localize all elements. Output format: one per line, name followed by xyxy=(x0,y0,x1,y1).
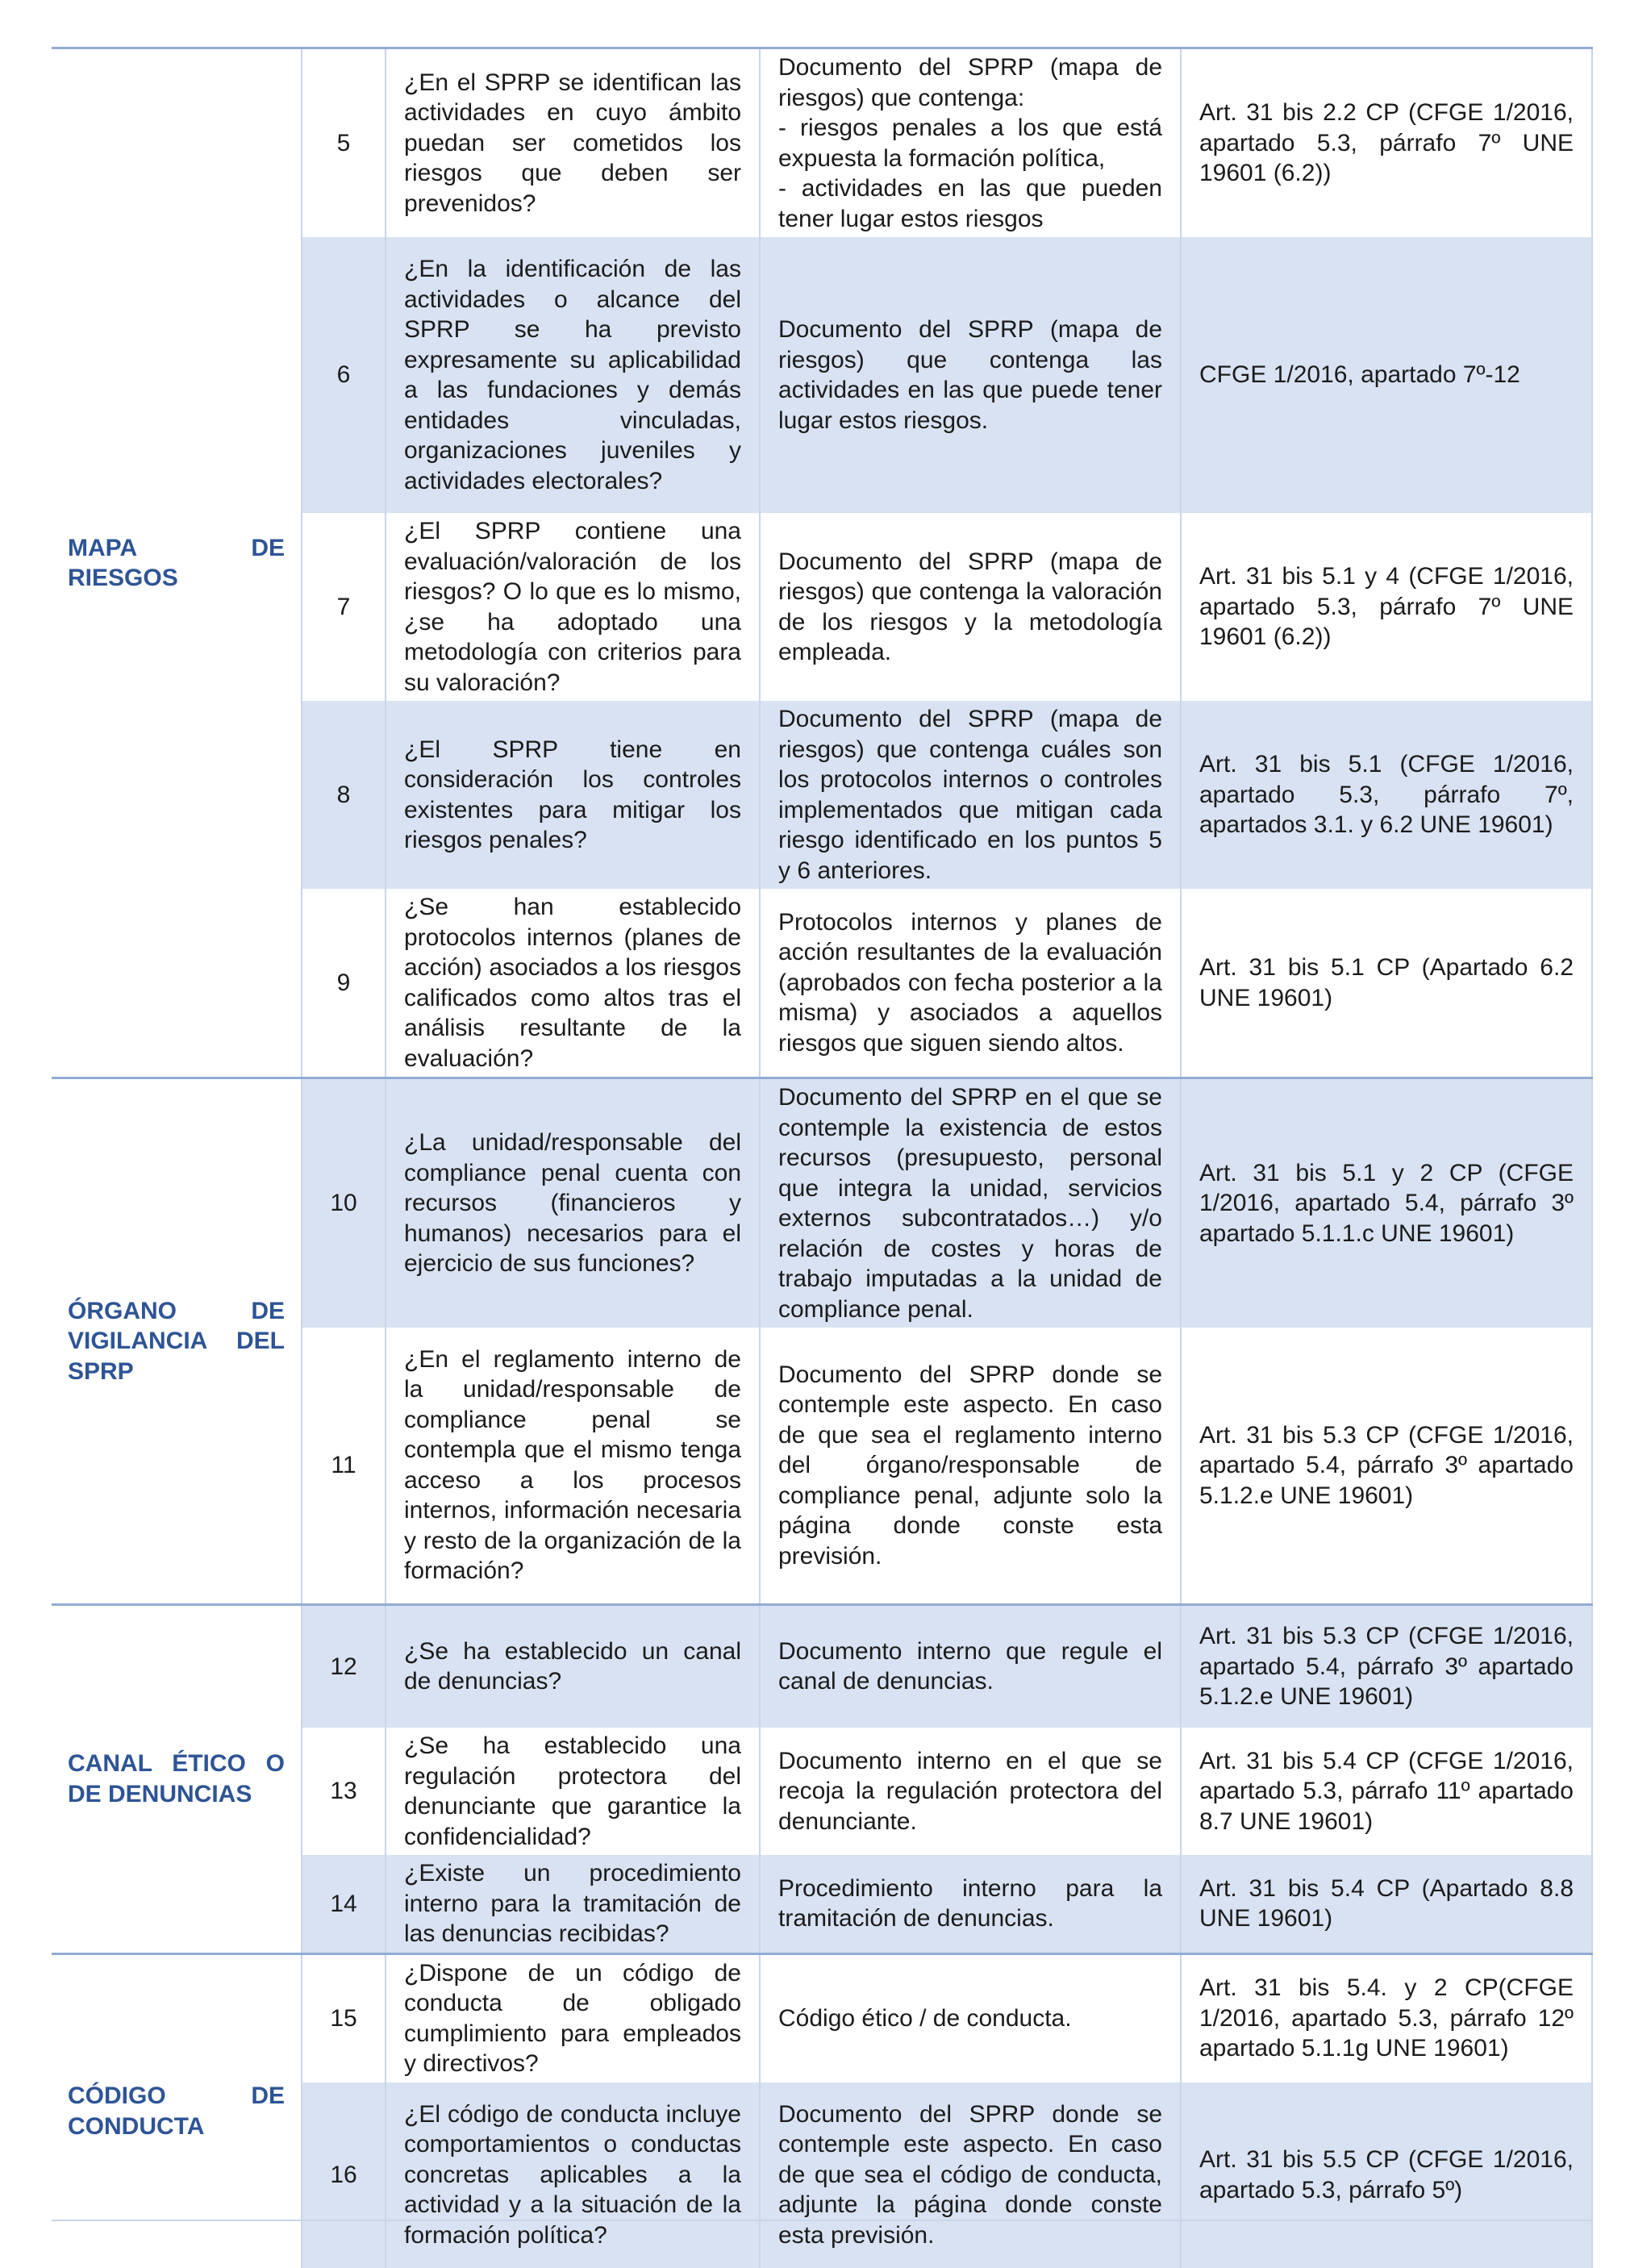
row-number: 9 xyxy=(302,889,386,1078)
table-row xyxy=(52,1078,1592,1328)
legal-reference-cell: Art. 31 bis 5.4. y 2 CP(CFGE 1/2016, apartado 5.3, párrafo 12º apartado 5.1.1g UNE 19601) xyxy=(1181,1953,1592,2082)
evidence-cell: Documento del SPRP (mapa de riesgos) que contenga la valoración de los riesgos y la metodología empleada. xyxy=(760,513,1181,701)
row-number: 5 xyxy=(302,48,386,238)
row-number: 16 xyxy=(302,2082,386,2268)
section-label-organo-de-vigilancia: ÓRGANO DE VIGILANCIA DEL SPRP xyxy=(52,1078,302,1605)
legal-reference-cell: Art. 31 bis 2.2 CP (CFGE 1/2016, apartado 5.3, párrafo 7º UNE 19601 (6.2)) xyxy=(1181,48,1592,238)
row-number: 8 xyxy=(302,701,386,889)
question-cell: ¿Existe un procedimiento interno para la tramitación de las denuncias recibidas? xyxy=(386,1855,760,1953)
legal-reference-cell: Art. 31 bis 5.4 CP (Apartado 8.8 UNE 19601) xyxy=(1181,1855,1592,1953)
question-cell: ¿El código de conducta incluye comportamientos o conductas concretas aplicables a la actividad y a la situación de la formación política? xyxy=(386,2082,760,2268)
legal-reference-cell: Art. 31 bis 5.4 CP (CFGE 1/2016, apartado 5.3, párrafo 11º apartado 8.7 UNE 19601) xyxy=(1181,1728,1592,1855)
question-cell: ¿Se ha establecido un canal de denuncias? xyxy=(386,1604,760,1728)
row-number: 13 xyxy=(302,1728,386,1855)
question-cell: ¿En el reglamento interno de la unidad/responsable de compliance penal se contempla que el mismo tenga acceso a los procesos internos, información necesaria y resto de la organización de la formación? xyxy=(386,1328,760,1604)
legal-reference-cell: Art. 31 bis 5.3 CP (CFGE 1/2016, apartado 5.4, párrafo 3º apartado 5.1.2.e UNE 19601) xyxy=(1181,1328,1592,1604)
table-row xyxy=(52,1953,1592,2082)
table-bottom-border xyxy=(52,2220,1592,2221)
evidence-cell: Documento del SPRP (mapa de riesgos) que contenga las actividades en las que puede tener lugar estos riesgos. xyxy=(760,237,1181,513)
evidence-cell: Documento interno en el que se recoja la regulación protectora del denunciante. xyxy=(760,1728,1181,1855)
legal-reference-cell: Art. 31 bis 5.1 y 4 (CFGE 1/2016, apartado 5.3, párrafo 7º UNE 19601 (6.2)) xyxy=(1181,513,1592,701)
evidence-cell: Código ético / de conducta. xyxy=(760,1953,1181,2082)
row-number: 15 xyxy=(302,1953,386,2082)
legal-reference-cell: Art. 31 bis 5.1 y 2 CP (CFGE 1/2016, apartado 5.4, párrafo 3º apartado 5.1.1.c UNE 19601) xyxy=(1181,1078,1592,1328)
evidence-cell: Documento del SPRP donde se contemple este aspecto. En caso de que sea el código de conducta, adjunte la página donde conste esta previsión. xyxy=(760,2082,1181,2268)
row-number: 10 xyxy=(302,1078,386,1328)
question-cell: ¿El SPRP contiene una evaluación/valoración de los riesgos? O lo que es lo mismo, ¿se ha adoptado una metodología con criterios para su valoración? xyxy=(386,513,760,701)
question-cell: ¿En la identificación de las actividades o alcance del SPRP se ha previsto expresamente su aplicabilidad a las fundaciones y demás entidades vinculadas, organizaciones juveniles y actividades electorales? xyxy=(386,237,760,513)
evidence-cell: Protocolos internos y planes de acción resultantes de la evaluación (aprobados con fecha posterior a la misma) y asociados a aquellos riesgos que siguen siendo altos. xyxy=(760,889,1181,1078)
evidence-cell: Procedimiento interno para la tramitación de denuncias. xyxy=(760,1855,1181,1953)
row-number: 12 xyxy=(302,1604,386,1728)
row-number: 14 xyxy=(302,1855,386,1953)
legal-reference-cell: Art. 31 bis 5.1 (CFGE 1/2016, apartado 5.3, párrafo 7º, apartados 3.1. y 6.2 UNE 19601) xyxy=(1181,701,1592,889)
question-cell: ¿En el SPRP se identifican las actividades en cuyo ámbito puedan ser cometidos los riesgos que deben ser prevenidos? xyxy=(386,48,760,238)
legal-reference-cell: Art. 31 bis 5.3 CP (CFGE 1/2016, apartado 5.4, párrafo 3º apartado 5.1.2.e UNE 19601) xyxy=(1181,1604,1592,1728)
evidence-cell: Documento interno que regule el canal de denuncias. xyxy=(760,1604,1181,1728)
row-number: 7 xyxy=(302,513,386,701)
row-number: 6 xyxy=(302,237,386,513)
table-row xyxy=(52,1604,1592,1728)
evidence-cell: Documento del SPRP (mapa de riesgos) que contenga cuáles son los protocolos internos o controles implementados que mitigan cada riesgo identificado en los puntos 5 y 6 anteriores. xyxy=(760,701,1181,889)
evidence-cell: Documento del SPRP en el que se contemple la existencia de estos recursos (presupuesto, personal que integra la unidad, servicios externos subcontratados…) y/o relación de costes y horas de trabajo imputadas a la unidad de compliance penal. xyxy=(760,1078,1181,1328)
compliance-checklist-table xyxy=(52,47,1593,2268)
section-label-mapa-de-riesgos: MAPA DE RIESGOS xyxy=(52,48,302,1078)
question-cell: ¿Se han establecido protocolos internos (planes de acción) asociados a los riesgos calificados como altos tras el análisis resultante de la evaluación? xyxy=(386,889,760,1078)
question-cell: ¿La unidad/responsable del compliance penal cuenta con recursos (financieros y humanos) necesarios para el ejercicio de sus funciones? xyxy=(386,1078,760,1328)
table-row xyxy=(52,48,1592,238)
row-number: 11 xyxy=(302,1328,386,1604)
legal-reference-cell: Art. 31 bis 5.5 CP (CFGE 1/2016, apartado 5.3, párrafo 5º) xyxy=(1181,2082,1592,2268)
section-label-canal-etico: CANAL ÉTICO O DE DENUNCIAS xyxy=(52,1604,302,1953)
question-cell: ¿Se ha establecido una regulación protectora del denunciante que garantice la confidencialidad? xyxy=(386,1728,760,1855)
evidence-cell: Documento del SPRP (mapa de riesgos) que contenga: - riesgos penales a los que está expuesta la formación política, - actividades en las que pueden tener lugar estos riesgos xyxy=(760,48,1181,238)
question-cell: ¿El SPRP tiene en consideración los controles existentes para mitigar los riesgos penales? xyxy=(386,701,760,889)
section-label-codigo-de-conducta: CÓDIGO DE CONDUCTA xyxy=(52,1953,302,2268)
question-cell: ¿Dispone de un código de conducta de obligado cumplimiento para empleados y directivos? xyxy=(386,1953,760,2082)
legal-reference-cell: Art. 31 bis 5.1 CP (Apartado 6.2 UNE 19601) xyxy=(1181,889,1592,1078)
legal-reference-cell: CFGE 1/2016, apartado 7º-12 xyxy=(1181,237,1592,513)
evidence-cell: Documento del SPRP donde se contemple este aspecto. En caso de que sea el reglamento interno del órgano/responsable de compliance penal, adjunte solo la página donde conste esta previsión. xyxy=(760,1328,1181,1604)
